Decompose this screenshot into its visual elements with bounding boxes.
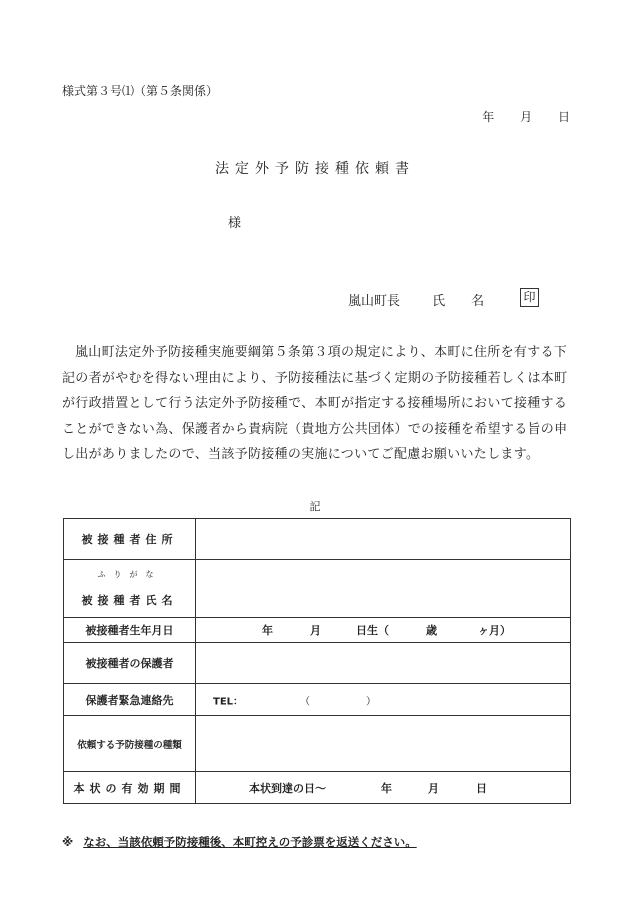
date-line [460, 108, 570, 125]
validity-day: 日 [476, 781, 487, 795]
validity-year: 年 [381, 781, 392, 795]
address-label: 被接種者住所 [64, 519, 196, 560]
name-label: 被接種者氏名 [81, 594, 178, 607]
birth-field[interactable] [196, 618, 571, 643]
request-form-table [63, 518, 571, 804]
guardian-field[interactable] [196, 643, 571, 684]
table-row [64, 684, 571, 716]
sender-line [348, 290, 484, 309]
date-day: 日 [557, 110, 570, 124]
seal-mark: 印 [520, 288, 539, 307]
addressee-suffix: 様 [228, 216, 242, 231]
ki-heading: 記 [309, 500, 321, 513]
tel-paren-open: （ [300, 696, 310, 707]
vaccine-field[interactable] [196, 716, 571, 772]
birth-year: 年 [262, 624, 273, 637]
birth-month: 月 [310, 624, 321, 637]
name-label-cell [64, 560, 196, 618]
validity-month: 月 [428, 781, 439, 795]
table-row [64, 643, 571, 684]
guardian-label: 被接種者の保護者 [64, 643, 196, 684]
date-month: 月 [520, 110, 533, 124]
form-number: 様式第３号⑴（第５条関係） [62, 84, 219, 98]
birth-months: ヶ月） [478, 624, 511, 637]
furigana-label: ふりがな [97, 570, 162, 579]
page-title: 法定外予防接種依頼書 [215, 161, 415, 177]
footnote [62, 834, 417, 850]
table-row [64, 560, 571, 618]
table-row [64, 716, 571, 772]
table-row [64, 618, 571, 643]
validity-field[interactable] [196, 772, 571, 804]
sender-name-label: 氏 名 [432, 294, 485, 309]
birth-day: 日生（ [356, 624, 389, 637]
vaccine-label: 依頼する予防接種の種類 [64, 716, 196, 772]
birth-age: 歳 [426, 624, 437, 637]
table-row [64, 519, 571, 560]
address-field[interactable] [196, 519, 571, 560]
tel-paren-close: ） [366, 696, 376, 707]
date-year: 年 [482, 110, 495, 124]
table-row [64, 772, 571, 804]
name-field[interactable] [196, 560, 571, 618]
validity-start: 本状到達の日～ [249, 781, 326, 795]
sender-title: 嵐山町長 [348, 294, 401, 309]
note-mark: ※ [62, 835, 74, 849]
body-text: 嵐山町法定外予防接種実施要綱第５条第３項の規定により、本町に住所を有する下記の者がやむを得ない理由により、予防接種法に基づく定期の予防接種若しくは本町が行政措置として行う法定外予防接種で、本町が指定する接種場所において接種することができない為、保護者から貴病院（貴地方公共団体）での接種を希望する旨の申し出がありましたので、当該予防接種の実施についてご配慮お願いいたします。 [62, 345, 568, 462]
validity-label: 本状の有効期間 [64, 772, 196, 804]
emergency-field[interactable] [196, 684, 571, 716]
tel-label: TEL： [213, 696, 244, 707]
emergency-label: 保護者緊急連絡先 [64, 684, 196, 716]
note-text: なお、当該依頼予防接種後、本町控えの予診票を返送ください。 [83, 835, 417, 849]
birth-label: 被接種者生年月日 [64, 618, 196, 643]
